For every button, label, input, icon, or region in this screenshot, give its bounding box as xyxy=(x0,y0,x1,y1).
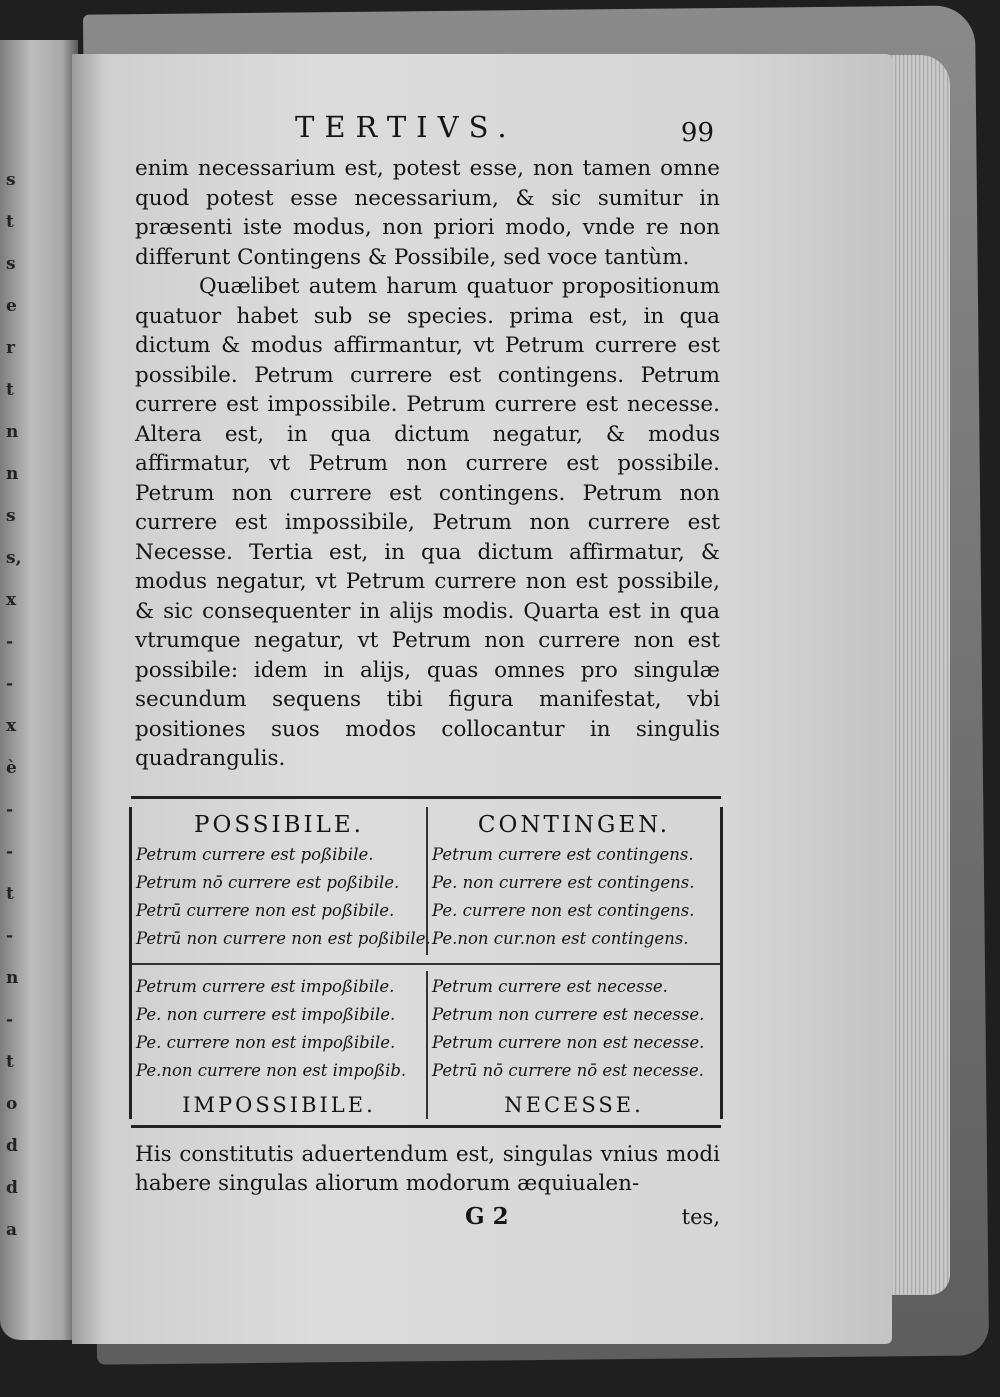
proposition: Pe. non currere est impoßibile. xyxy=(136,1004,396,1024)
signature-mark: G 2 xyxy=(465,1202,509,1230)
page-number: 99 xyxy=(680,118,714,148)
proposition: Petrū currere non est poßibile. xyxy=(136,900,395,920)
margin-fragment: o xyxy=(6,1094,18,1114)
figure-heading-row xyxy=(132,807,720,839)
figure-grid xyxy=(129,807,723,1119)
margin-fragment: s xyxy=(6,254,16,274)
proposition: Pe.non currere non est impoßib. xyxy=(136,1060,407,1080)
margin-fragment: t xyxy=(6,884,14,904)
margin-fragment: d xyxy=(6,1178,18,1198)
margin-fragment: n xyxy=(6,422,19,442)
body-text xyxy=(135,154,720,774)
paragraph: enim necessarium est, potest esse, non tamen omne quod potest esse necessarium, & sic sumitur in præsenti iste modus, non priori modo, vnde re non differunt Contingens & Possibile, sed voce tantùm. xyxy=(135,156,720,270)
margin-fragment: s xyxy=(6,506,16,526)
heading-impossibile: IMPOSSIBILE. xyxy=(182,1092,376,1117)
margin-fragment: r xyxy=(6,338,15,358)
catchword: tes, xyxy=(681,1204,720,1229)
margin-fragment: s, xyxy=(6,548,22,568)
figure-upper-block xyxy=(132,839,720,955)
signature-line xyxy=(135,1201,720,1235)
margin-fragment: t xyxy=(6,1052,14,1072)
necesse-cell xyxy=(426,971,720,1087)
margin-fragment: - xyxy=(6,842,14,862)
contingens-cell xyxy=(426,839,720,955)
closing-text xyxy=(135,1140,720,1199)
figure-divider xyxy=(132,963,720,965)
proposition: Petrū nō currere nō est necesse. xyxy=(432,1060,704,1080)
margin-fragment: n xyxy=(6,968,19,988)
margin-fragment: - xyxy=(6,926,14,946)
proposition: Petrum currere est necesse. xyxy=(432,976,668,996)
margin-fragment: t xyxy=(6,212,14,232)
proposition: Petrum non currere est necesse. xyxy=(432,1004,705,1024)
margin-fragment: t xyxy=(6,380,14,400)
modal-propositions-figure xyxy=(131,796,721,1128)
possibile-cell xyxy=(132,839,431,955)
running-title: TERTIVS. xyxy=(295,110,517,144)
margin-fragment: x xyxy=(6,716,17,736)
running-head xyxy=(135,110,720,150)
facing-page-edge xyxy=(0,40,78,1340)
proposition: Petrū non currere non est poßibile. xyxy=(136,928,431,948)
margin-fragment: - xyxy=(6,632,14,652)
paragraph: Quælibet autem harum quatuor propositionum quatuor habet sub se species. prima est, in qua dictum & modus affirmantur, vt Petrum currere est possibile. Petrum currere est contingens. Petrum currere est impossibile. Petrum currere est necesse. Altera est, in qua dictum negatur, & modus affirmatur, vt Petrum non currere est possibile. Petrum non currere est contingens. Petrum non currere est impossibile, Petrum non currere est Necesse. Tertia est, in qua dictum affirmatur, & modus negatur, vt Petrum currere non est possibile, & sic consequenter in alijs modis. Quarta est in qua vtrumque negatur, vt Petrum non currere non est possibile: idem in alijs, quas omnes pro singulæ secundum sequens tibi figura manifestat, vbi positiones suos modos collocantur in singulis quadrangulis. xyxy=(135,274,720,771)
heading-necesse: NECESSE. xyxy=(426,1087,720,1119)
heading-contingens: CONTINGEN. xyxy=(426,807,720,839)
paragraph: His constitutis aduertendum est, singulas vnius modi habere singulas aliorum modorum æquiualen- xyxy=(135,1141,720,1196)
page-content xyxy=(135,110,720,1235)
margin-fragment: e xyxy=(6,296,17,316)
margin-fragment: x xyxy=(6,590,17,610)
margin-fragment: n xyxy=(6,464,19,484)
margin-fragment: - xyxy=(6,674,14,694)
heading-possibile: POSSIBILE. xyxy=(194,811,364,838)
proposition: Petrum currere est contingens. xyxy=(432,844,694,864)
proposition: Petrum nō currere est poßibile. xyxy=(136,872,400,892)
margin-fragment: - xyxy=(6,800,14,820)
proposition: Pe. non currere est contingens. xyxy=(432,872,695,892)
impossibile-cell xyxy=(132,971,426,1087)
margin-fragment: a xyxy=(6,1220,18,1240)
margin-fragment: è xyxy=(6,758,17,778)
figure-footer-row xyxy=(132,1087,720,1119)
proposition: Petrum currere non est necesse. xyxy=(432,1032,705,1052)
proposition: Petrum currere est poßibile. xyxy=(136,844,374,864)
margin-fragment: s xyxy=(6,170,16,190)
proposition: Pe. currere non est contingens. xyxy=(432,900,695,920)
margin-fragment: d xyxy=(6,1136,18,1156)
proposition: Petrum currere est impoßibile. xyxy=(136,976,395,996)
margin-fragment: - xyxy=(6,1010,14,1030)
figure-lower-block xyxy=(132,971,720,1087)
proposition: Pe. currere non est impoßibile. xyxy=(136,1032,396,1052)
proposition: Pe.non cur.non est contingens. xyxy=(432,928,689,948)
